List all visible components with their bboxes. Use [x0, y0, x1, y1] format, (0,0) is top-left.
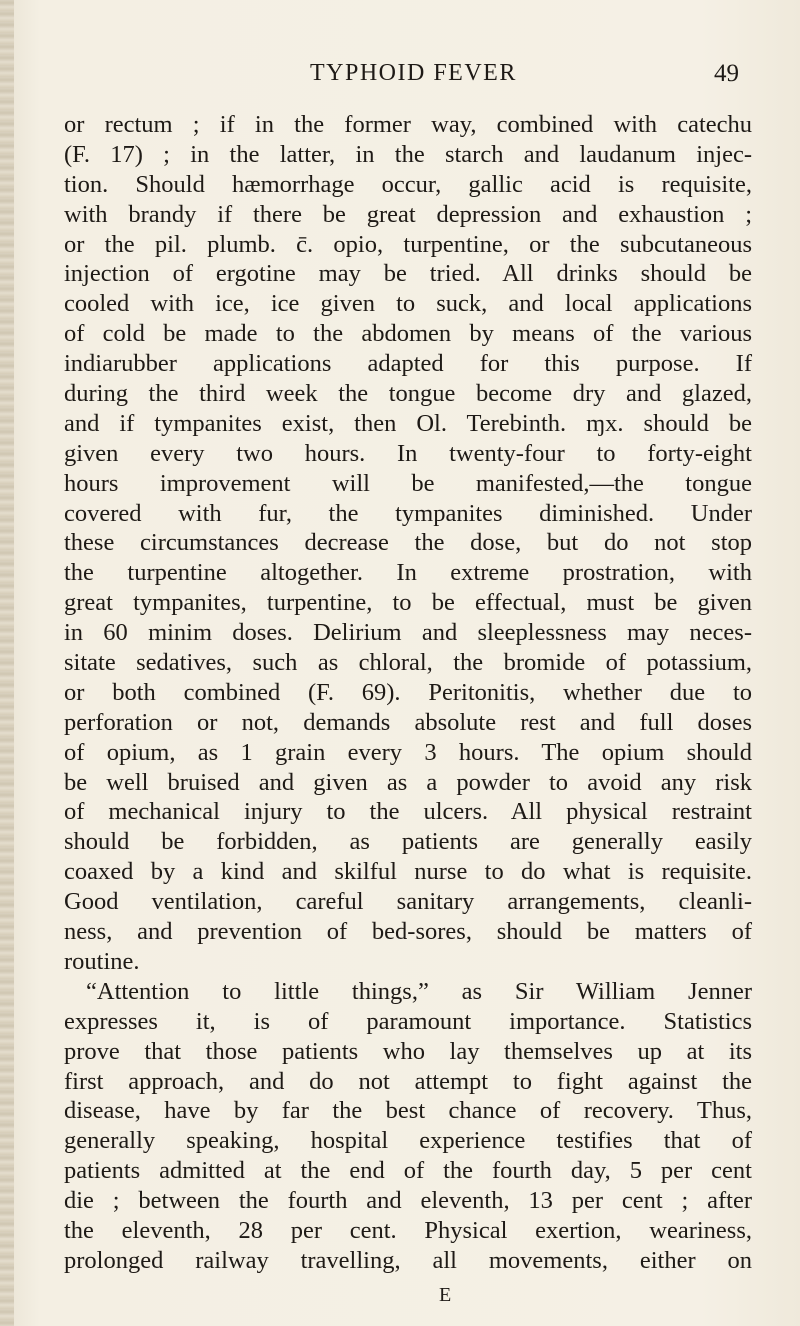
text-line: of opium, as 1 grain every 3 hours. The opium should — [64, 738, 752, 766]
text-line: given every two hours. In twenty-four to forty-eight — [64, 439, 752, 467]
text-line: patients admitted at the end of the fourth day, 5 per cent — [64, 1157, 752, 1185]
text-line: expresses it, is of paramount importance. Statistics — [64, 1007, 752, 1035]
text-line: routine. — [64, 947, 140, 975]
running-head — [0, 60, 800, 100]
running-title: TYPHOID FEVER — [310, 60, 517, 86]
text-line: die ; between the fourth and eleventh, 13 per cent ; after — [64, 1187, 752, 1215]
text-line: or rectum ; if in the former way, combined with catechu — [64, 111, 752, 138]
text-line: be well bruised and given as a powder to avoid any risk — [64, 768, 752, 796]
text-line: ness, and prevention of bed-sores, should be matters of — [64, 918, 752, 946]
text-line: should be forbidden, as patients are generally easily — [64, 828, 752, 856]
text-line: generally speaking, hospital experience testifies that of — [64, 1127, 752, 1155]
text-line: Good ventilation, careful sanitary arrangements, cleanli- — [64, 888, 752, 916]
text-line: of cold be made to the abdomen by means of the various — [64, 320, 752, 348]
text-line: hours improvement will be manifested,—the tongue — [64, 469, 752, 497]
text-line: in 60 minim doses. Delirium and sleeplessness may neces- — [64, 619, 752, 647]
text-line: perforation or not, demands absolute rest and full doses — [64, 708, 752, 736]
text-line: with brandy if there be great depression and exhaustion ; — [64, 200, 752, 228]
text-line: first approach, and do not attempt to fight against the — [64, 1067, 752, 1095]
body-text — [64, 110, 752, 1276]
text-line: sitate sedatives, such as chloral, the bromide of potassium, — [64, 649, 752, 677]
text-line: prove that those patients who lay themselves up at its — [64, 1037, 752, 1065]
text-line: the turpentine altogether. In extreme prostration, with — [64, 559, 752, 587]
page-gutter — [0, 0, 14, 1326]
text-line: injection of ergotine may be tried. All drinks should be — [64, 260, 752, 288]
text-line: disease, have by far the best chance of recovery. Thus, — [64, 1097, 752, 1125]
text-line: or both combined (F. 69). Peritonitis, whether due to — [64, 678, 752, 706]
text-line: “Attention to little things,” as Sir William Jenner — [86, 977, 752, 1005]
text-line: coaxed by a kind and skilful nurse to do what is requisite. — [64, 858, 752, 886]
text-line: indiarubber applications adapted for this purpose. If — [64, 350, 752, 378]
page-number: 49 — [714, 60, 739, 87]
text-line: or the pil. plumb. c̄. opio, turpentine, or the subcutaneous — [64, 230, 752, 258]
text-line: (F. 17) ; in the latter, in the starch and laudanum injec- — [64, 140, 752, 168]
text-line: the eleventh, 28 per cent. Physical exertion, weariness, — [64, 1216, 752, 1244]
text-line: during the third week the tongue become dry and glazed, — [64, 380, 752, 408]
text-line: and if tympanites exist, then Ol. Terebinth. ɱx. should be — [64, 409, 752, 437]
text-line: these circumstances decrease the dose, but do not stop — [64, 529, 752, 557]
text-line: cooled with ice, ice given to suck, and local applications — [64, 290, 752, 318]
text-line: tion. Should hæmorrhage occur, gallic acid is requisite, — [64, 170, 752, 198]
text-line: prolonged railway travelling, all movements, either on — [64, 1246, 752, 1274]
text-line: covered with fur, the tympanites diminished. Under — [64, 499, 752, 527]
signature-mark: E — [439, 1284, 452, 1306]
text-line: great tympanites, turpentine, to be effectual, must be given — [64, 589, 752, 617]
text-line: of mechanical injury to the ulcers. All physical restraint — [64, 798, 752, 826]
